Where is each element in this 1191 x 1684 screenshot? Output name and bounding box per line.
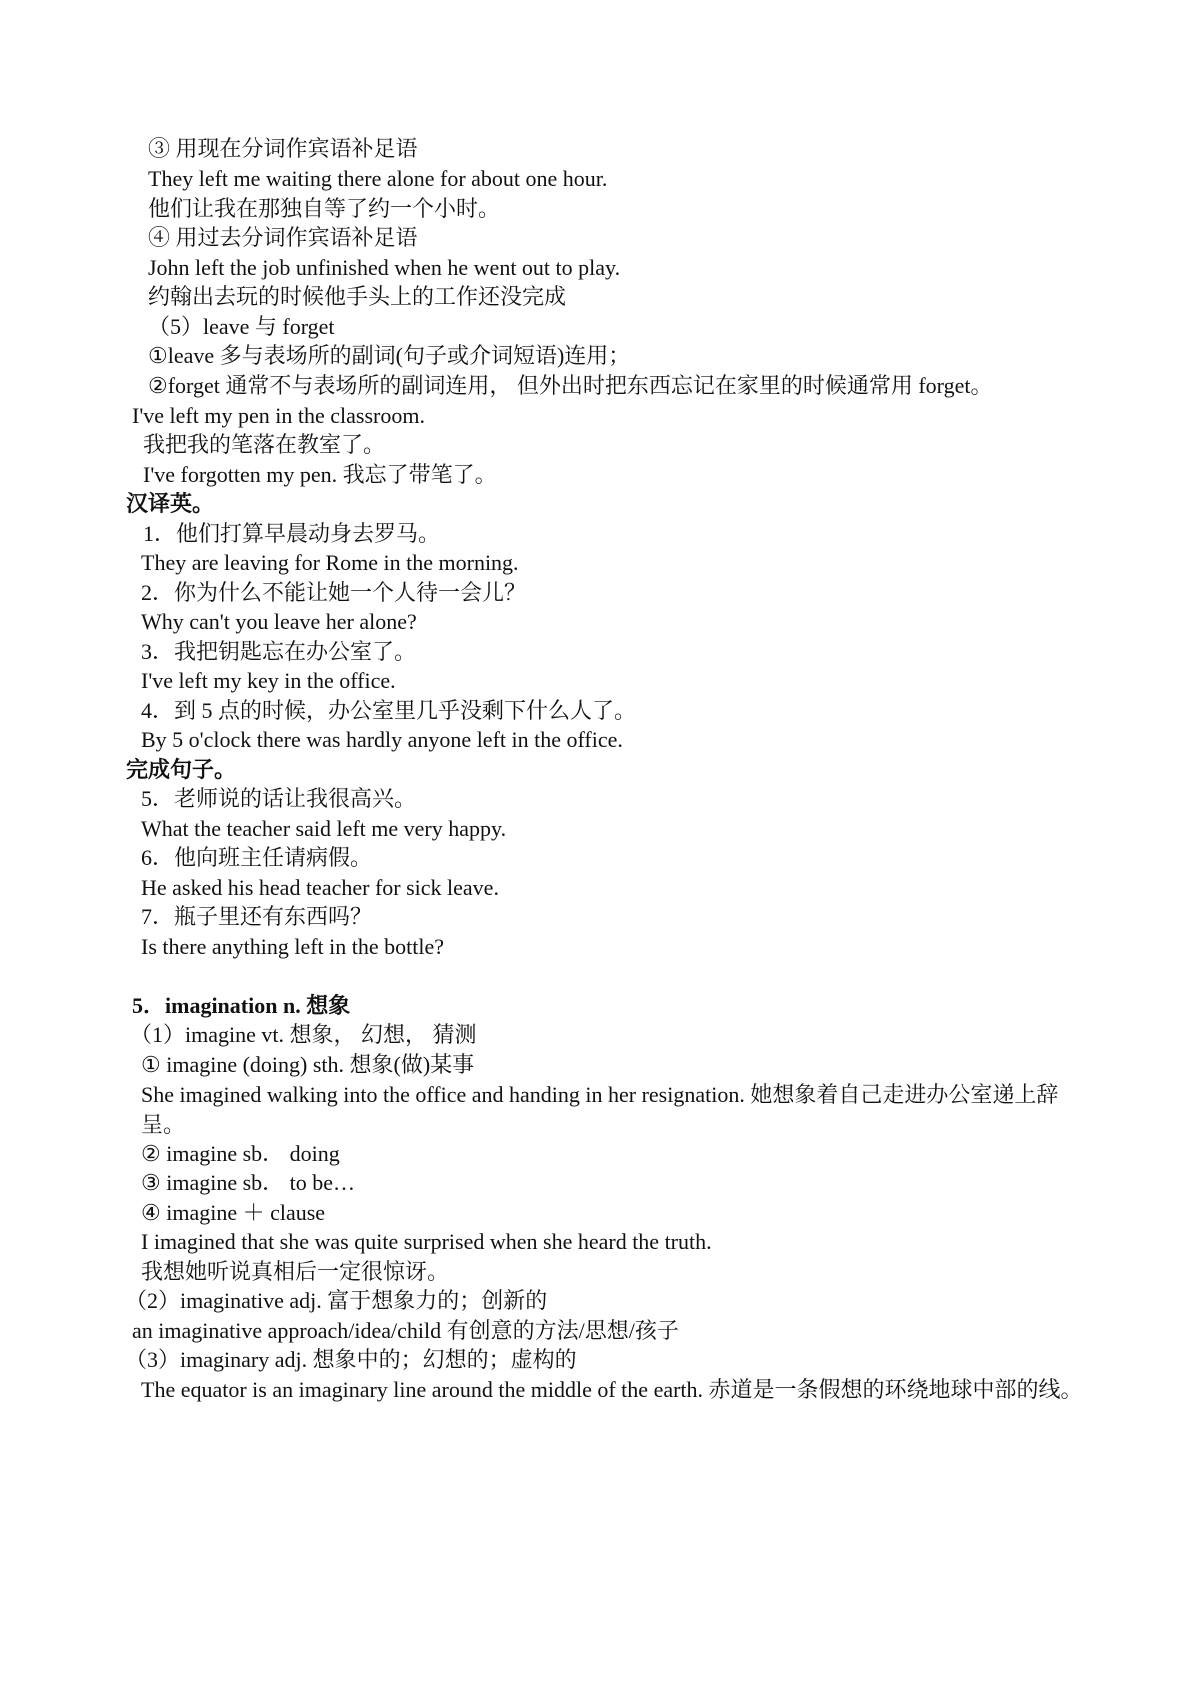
exercise-answer: Why can't you leave her alone? (141, 609, 417, 634)
text-line: They left me waiting there alone for about one hour. (148, 166, 608, 191)
exercise-item: 5．老师说的话让我很高兴。 (141, 786, 417, 811)
text-line: （2）imaginative adj. 富于想象力的；创新的 (125, 1288, 548, 1313)
exercise-answer: What the teacher said left me very happy. (141, 816, 507, 841)
text-line: ③ 用现在分词作宾语补足语 (148, 136, 418, 161)
exercise-answer: By 5 o'clock there was hardly anyone left in the office. (141, 727, 623, 752)
text-line: ②forget 通常不与表场所的副词连用， 但外出时把东西忘记在家里的时候通常用 forget。 (148, 373, 993, 398)
text-line: 我把我的笔落在教室了。 (143, 432, 386, 457)
text-paragraph: She imagined walking into the office and handing in her resignation. 她想象着自己走进办公室递上辞呈。 (141, 1082, 1059, 1137)
text-line: 他们让我在那独自等了约一个小时。 (148, 196, 501, 221)
text-line: I've forgotten my pen. 我忘了带笔了。 (143, 462, 497, 487)
text-paragraph: The equator is an imaginary line around the middle of the earth. 赤道是一条假想的环绕地球中部的线。 (141, 1377, 1083, 1402)
text-line: （3）imaginary adj. 想象中的；幻想的；虚构的 (125, 1347, 577, 1372)
exercise-answer: He asked his head teacher for sick leave. (141, 875, 499, 900)
exercise-item: 3．我把钥匙忘在办公室了。 (141, 639, 417, 664)
text-line: I've left my pen in the classroom. (132, 403, 425, 428)
text-line: ④ 用过去分词作宾语补足语 (148, 225, 418, 250)
exercise-item: 4．到 5 点的时候，办公室里几乎没剩下什么人了。 (141, 698, 637, 723)
text-line: an imaginative approach/idea/child 有创意的方法/思想/孩子 (132, 1318, 679, 1343)
exercise-heading: 完成句子。 (126, 757, 237, 782)
exercise-item: 2．你为什么不能让她一个人待一会儿？ (141, 580, 527, 605)
exercise-item: 7．瓶子里还有东西吗？ (141, 904, 373, 929)
exercise-answer: They are leaving for Rome in the morning. (141, 550, 519, 575)
exercise-heading: 汉译英。 (126, 491, 215, 516)
exercise-item: 6．他向班主任请病假。 (141, 845, 373, 870)
text-line: ③ imagine sb． to be… (141, 1170, 356, 1195)
text-line: （1）imagine vt. 想象， 幻想， 猜测 (130, 1022, 477, 1047)
text-line: 我想她听说真相后一定很惊讶。 (141, 1259, 450, 1284)
vocab-heading: 5．imagination n. 想象 (132, 993, 351, 1018)
text-line: 约翰出去玩的时候他手头上的工作还没完成 (148, 284, 567, 309)
text-line: ① imagine (doing) sth. 想象(做)某事 (141, 1052, 475, 1077)
text-line: ④ imagine ＋ clause (141, 1200, 326, 1225)
section-heading: （5）leave 与 forget (148, 314, 335, 339)
exercise-item: 1．他们打算早晨动身去罗马。 (143, 521, 441, 546)
exercise-answer: I've left my key in the office. (141, 668, 396, 693)
text-line: I imagined that she was quite surprised when she heard the truth. (141, 1229, 712, 1254)
text-line: John left the job unfinished when he went out to play. (148, 255, 621, 280)
text-line: ①leave 多与表场所的副词(句子或介词短语)连用； (148, 343, 631, 368)
text-line: ② imagine sb． doing (141, 1141, 340, 1166)
exercise-answer: Is there anything left in the bottle? (141, 934, 445, 959)
